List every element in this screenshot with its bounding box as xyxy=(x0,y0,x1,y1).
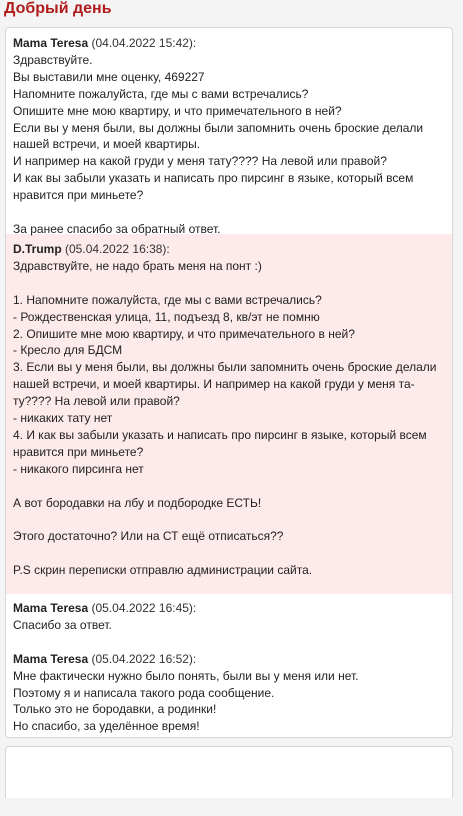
message-line: нашей встречи, и моей квартиры. xyxy=(13,137,201,152)
message-line: Здравствуйте. xyxy=(13,52,93,67)
message-line: Поэтому я и написала такого рода сообщение. xyxy=(13,685,275,700)
message-line: И как вы забыли указать и написать про пирсинг в языке, который всем xyxy=(13,171,414,186)
message-line: нравится при миньете? xyxy=(13,188,144,203)
message-line: И например на какой груди у меня тату???? На левой или правой? xyxy=(13,154,387,169)
message-line: нашей встречи, и моей квартиры. И например на какой груди у меня та- xyxy=(13,377,415,392)
message-line: Если вы у меня были, вы должны были запомнить очень броские делали xyxy=(13,120,424,135)
message-header xyxy=(13,600,444,617)
reply-input[interactable] xyxy=(5,746,453,806)
message-line: нравится при миньете? xyxy=(13,444,144,459)
message-line: P.S скрин переписки отправлю администрации сайта. xyxy=(13,563,313,578)
message-line xyxy=(13,634,444,651)
message-line: - Рождественская улица, 11, подъезд 8, кв/эт не помню xyxy=(13,309,320,324)
message-line: ту???? На левой или правой? xyxy=(13,394,180,409)
message-author[interactable]: D.Trump xyxy=(13,242,62,256)
message-line: За ранее спасибо за обратный ответ. xyxy=(13,221,221,236)
message-header xyxy=(13,35,444,52)
message-line: Только это не бородавки, а родинки! xyxy=(13,702,217,717)
message-line: - никакого пирсинга нет xyxy=(13,461,144,476)
message-date: (05.04.2022 16:52): xyxy=(91,651,197,666)
message-line: 4. И как вы забыли указать и написать про пирсинг в языке, который всем xyxy=(13,427,427,442)
message-date: (05.04.2022 16:45): xyxy=(91,601,197,615)
message-author[interactable]: Mama Teresa xyxy=(13,601,89,615)
message xyxy=(6,234,452,594)
message-line xyxy=(13,478,444,495)
message-line: - Кресло для БДСМ xyxy=(13,343,123,358)
message xyxy=(6,594,452,738)
message-line xyxy=(13,545,444,562)
message-author[interactable]: Mama Teresa xyxy=(13,36,89,50)
message-line: Вы выставили мне оценку, 469227 xyxy=(13,69,205,84)
message-line: Опишите мне мою квартиру, и что примечательного в ней? xyxy=(13,103,342,118)
message xyxy=(6,28,452,234)
message-line xyxy=(13,204,444,221)
page-title: Добрый день xyxy=(4,0,112,17)
message-line: Мне фактически нужно было понять, были вы у меня или нет. xyxy=(13,668,359,683)
message-line: Напомните пожалуйста, где мы с вами встречались? xyxy=(13,86,309,101)
message-line: - никаких тату нет xyxy=(13,411,113,426)
message-line: Этого достаточно? Или на СТ ещё отписаться?? xyxy=(13,529,284,544)
message-line: 2. Опишите мне мою квартиру, и что примечательного в ней? xyxy=(13,326,355,341)
message-line: 1. Напомните пожалуйста, где мы с вами встречались? xyxy=(13,292,322,307)
message-line: А вот бородавки на лбу и подбородке ЕСТЬ! xyxy=(13,495,262,510)
message-line: Здравствуйте, не надо брать меня на понт :) xyxy=(13,258,262,273)
message-author[interactable]: Mama Teresa xyxy=(13,651,89,666)
message-date: (05.04.2022 16:38): xyxy=(65,242,170,256)
message-thread xyxy=(5,27,453,738)
bottom-bar xyxy=(0,798,463,816)
message-header xyxy=(13,241,444,258)
message-date: (04.04.2022 15:42): xyxy=(91,36,197,50)
message-line xyxy=(13,511,444,528)
message-line: Но спасибо, за уделённое время! xyxy=(13,719,200,734)
message-header xyxy=(13,651,444,668)
message-line xyxy=(13,275,444,292)
message-line: Спасибо за ответ. xyxy=(13,617,112,632)
message-line: 3. Если вы у меня были, вы должны были запомнить очень броские делали xyxy=(13,360,437,375)
